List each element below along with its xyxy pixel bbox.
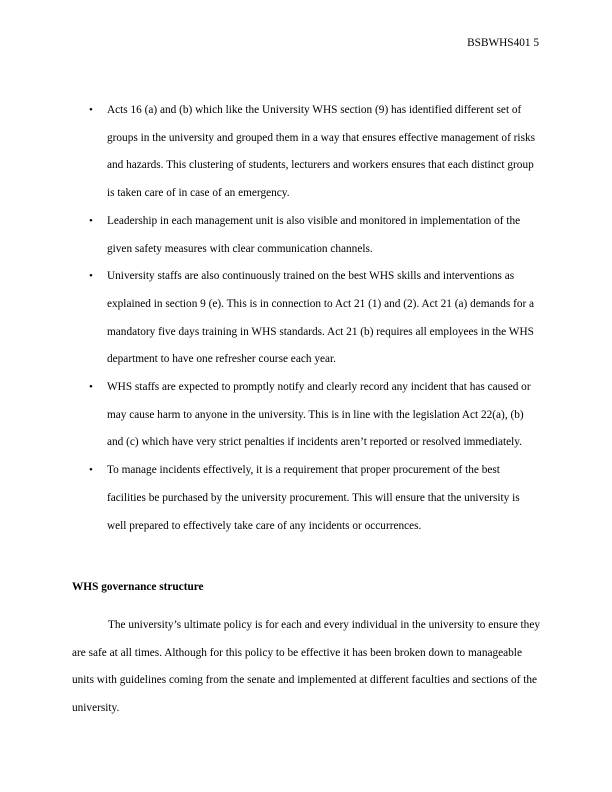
list-item xyxy=(72,97,540,208)
running-header: BSBWHS401 5 xyxy=(467,37,539,49)
bullet-icon: • xyxy=(89,214,93,227)
list-item xyxy=(72,374,540,457)
bullet-list xyxy=(72,97,540,540)
list-item-text: University staffs are also continuously trained on the best WHS skills and interventions as explained in section 9 (e). This is in connection to Act 21 (1) and (2). Act 21 (a) demands for a mandatory five days training in WHS standards. Act 21 (b) requires all employees in the WHS department to have one refresher course each year. xyxy=(107,270,535,366)
list-item-text: Leadership in each management unit is also visible and monitored in implementation of the given safety measures with clear communication channels. xyxy=(107,214,521,255)
bullet-icon: • xyxy=(89,270,93,283)
bullet-icon: • xyxy=(89,464,93,477)
bullet-icon: • xyxy=(89,104,93,116)
list-item-text: To manage incidents effectively, it is a requirement that proper procurement of the best facilities be purchased by the university procurement. This will ensure that the university is well prepared to effectively take care of any incidents or occurrences. xyxy=(107,464,520,532)
list-item xyxy=(72,263,540,374)
list-item xyxy=(72,457,540,540)
section-heading: WHS governance structure xyxy=(72,581,204,593)
list-item xyxy=(72,208,540,263)
bullet-icon: • xyxy=(89,381,93,394)
list-item-text: WHS staffs are expected to promptly notify and clearly record any incident that has caused or may cause harm to anyone in the university. This is in line with the legislation Act 22(a), (b) and (c) which have very strict penalties if incidents aren’t reported or resolved immediately. xyxy=(107,381,531,449)
list-item-text: Acts 16 (a) and (b) which like the University WHS section (9) has identified different set of groups in the university and grouped them in a way that ensures effective management of risks and hazards. This clustering of students, lecturers and workers ensures that each distinct group is taken care of in case of an emergency. xyxy=(107,104,536,200)
body-paragraph: The university’s ultimate policy is for each and every individual in the university to ensure they are safe at all times. Although for this policy to be effective it has been broken down to manageable units with guidelines coming from the senate and implemented at different faculties and sections of the university. xyxy=(72,619,540,715)
